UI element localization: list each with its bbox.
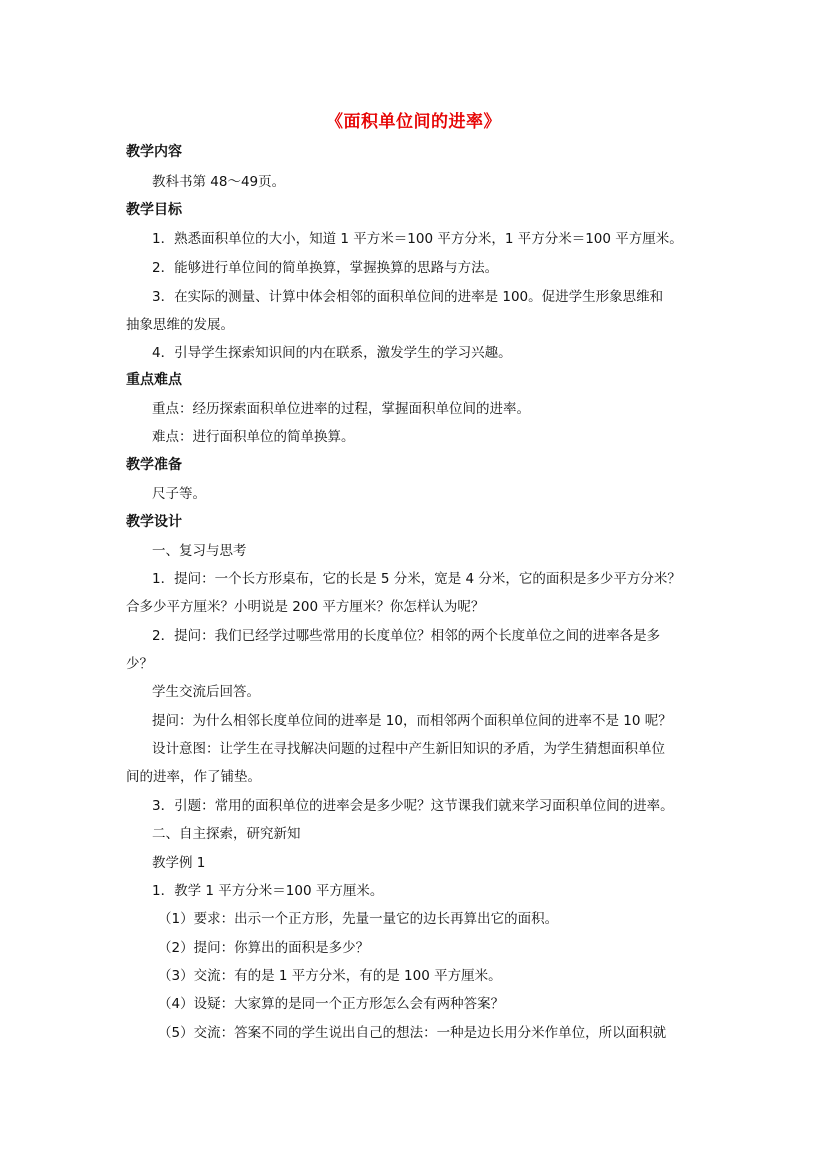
question-why: 提问：为什么相邻长度单位间的进率是 10，而相邻两个面积单位间的进率不是 10 呢？ — [152, 713, 672, 729]
design-intent-line-1: 设计意图：让学生在寻找解决问题的过程中产生新旧知识的矛盾，为学生猜想面积单位 — [152, 741, 665, 757]
key-point: 重点：经历探索面积单位进率的过程，掌握面积单位间的进率。 — [152, 401, 530, 417]
step-4: （4）设疑：大家算的是同一个正方形怎么会有两种答案？ — [158, 996, 505, 1012]
step-5: （5）交流：答案不同的学生说出自己的想法：一种是边长用分米作单位，所以面积就 — [158, 1025, 667, 1041]
goal-3-line-1: 3．在实际的测量、计算中体会相邻的面积单位间的进率是 100。促进学生形象思维和 — [152, 289, 664, 305]
heading-goals: 教学目标 — [126, 202, 182, 218]
heading-keypoints: 重点难点 — [126, 372, 182, 388]
step-2: （2）提问：你算出的面积是多少？ — [158, 940, 370, 956]
goal-4: 4．引导学生探索知识间的内在联系，激发学生的学习兴趣。 — [152, 345, 512, 361]
part-2-title: 二、自主探索，研究新知 — [152, 826, 301, 842]
answer-text: 学生交流后回答。 — [152, 684, 260, 700]
question-1-line-2: 合多少平方厘米？小明说是 200 平方厘米？你怎样认为呢？ — [126, 599, 485, 615]
question-1-line-1: 1．提问：一个长方形桌布，它的长是 5 分米，宽是 4 分米，它的面积是多少平方分米？ — [152, 571, 681, 587]
design-intent-line-2: 间的进率，作了铺垫。 — [126, 769, 261, 785]
example-label: 教学例 1 — [152, 855, 206, 871]
page-title: 《面积单位间的进率》 — [326, 112, 501, 132]
step-3: （3）交流：有的是 1 平方分米，有的是 100 平方厘米。 — [158, 968, 502, 984]
goal-3-line-2: 抽象思维的发展。 — [126, 317, 234, 333]
goal-1: 1．熟悉面积单位的大小，知道 1 平方米＝100 平方分米，1 平方分米＝100 平方厘米。 — [152, 231, 683, 247]
heading-design: 教学设计 — [126, 514, 182, 530]
step-1: （1）要求：出示一个正方形，先量一量它的边长再算出它的面积。 — [158, 911, 559, 927]
heading-content: 教学内容 — [126, 144, 182, 160]
goal-2: 2．能够进行单位间的简单换算，掌握换算的思路与方法。 — [152, 260, 499, 276]
part-1-title: 一、复习与思考 — [152, 543, 247, 559]
difficult-point: 难点：进行面积单位的简单换算。 — [152, 429, 355, 445]
question-3: 3．引题：常用的面积单位的进率会是多少呢？这节课我们就来学习面积单位间的进率。 — [152, 798, 674, 814]
question-2-line-1: 2．提问：我们已经学过哪些常用的长度单位？相邻的两个长度单位之间的进率各是多 — [152, 628, 661, 644]
content-text: 教科书第 48～49页。 — [152, 174, 286, 190]
prep-text: 尺子等。 — [152, 486, 206, 502]
question-2-line-2: 少？ — [126, 656, 153, 672]
heading-prep: 教学准备 — [126, 457, 182, 473]
teach-1: 1．教学 1 平方分米＝100 平方厘米。 — [152, 883, 384, 899]
